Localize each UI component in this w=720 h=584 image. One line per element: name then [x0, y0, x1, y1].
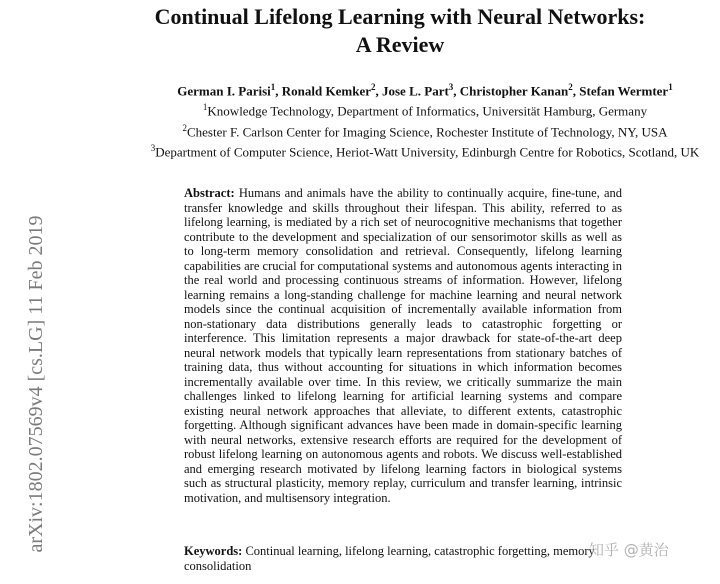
- affiliation-number: 3: [150, 142, 156, 153]
- affiliation-3: [0, 140, 720, 160]
- paper-title: [0, 3, 720, 59]
- title-line-2: A Review: [355, 32, 445, 57]
- affiliation-number: 2: [182, 122, 187, 133]
- abstract-label: Abstract:: [184, 186, 235, 200]
- affiliation-number: 1: [202, 102, 208, 113]
- author-affiliation-mark: 2: [371, 82, 376, 92]
- abstract: [184, 186, 622, 505]
- affiliation-text: Knowledge Technology, Department of Informatics, Universität Hamburg, Germany: [207, 103, 648, 119]
- author-affiliation-mark: 3: [448, 82, 454, 92]
- abstract-text: Humans and animals have the ability to continually acquire, fine-tune, and transfer knowledge and skills throughout their lifespan. This ability, referred to as lifelong learning, is mediated by a rich set of neurocognitive mechanisms that together contribute to the development and specialization of our sensorimotor skills as well as to long-term memory consolidation and retrieval. Consequently, lifelong learning capabilities are crucial for computational systems and autonomous agents interacting in the real world and processing continuous streams of information. However, lifelong learning remains a long-standing challenge for machine learning and neural network models since the continual acquisition of incrementally available information from non-stationary data distributions generally leads to catastrophic forgetting or interference. This limitation represents a major drawback for state-of-the-art deep neural network models that typically learn representations from stationary batches of training data, thus without accounting for situations in which information becomes incrementally available over time. In this review, we critically summarize the main challenges linked to lifelong learning for artificial learning systems and compare existing neural network approaches that alleviate, to different extents, catastrophic forgetting. Although significant advances have been made in domain-specific learning with neural networks, extensive research efforts are required for the development of robust lifelong learning on autonomous agents and robots. We discuss well-established and emerging research motivated by lifelong learning factors in biological systems such as structural plasticity, memory replay, curriculum and transfer learning, intrinsic motivation, and multisensory integration.: [184, 186, 623, 505]
- author-name: German I. Parisi: [177, 83, 271, 99]
- author-name: Christopher Kanan: [459, 83, 569, 99]
- author-affiliation-mark: 1: [270, 82, 276, 92]
- author-affiliation-mark: 1: [668, 82, 673, 92]
- watermark: 知乎 @黄治: [589, 541, 669, 559]
- author-block: [0, 79, 720, 160]
- keywords-text: Continual learning, lifelong learning, catastrophic forgetting, memory consolidation: [184, 544, 595, 573]
- keywords: [184, 544, 622, 573]
- author-name: Jose L. Part: [382, 83, 449, 99]
- author-affiliation-mark: 2: [568, 82, 573, 92]
- affiliation-2: [0, 120, 720, 140]
- affiliation-text: Department of Computer Science, Heriot-Watt University, Edinburgh Centre for Robotics, Scotland, UK: [155, 144, 700, 160]
- author-name: Ronald Kemker: [281, 83, 371, 99]
- title-line-1: Continual Lifelong Learning with Neural Networks:: [154, 4, 646, 29]
- arxiv-identifier: arXiv:1802.07569v4 [cs.LG] 11 Feb 2019: [25, 215, 47, 553]
- author-name: Stefan Wermter: [579, 83, 669, 99]
- keywords-label: Keywords:: [184, 544, 243, 558]
- affiliation-text: Chester F. Carlson Center for Imaging Science, Rochester Institute of Technology, NY, USA: [186, 123, 668, 139]
- affiliation-1: [0, 99, 720, 119]
- author-list: German I. Parisi$^1$, Ronald Kemker$^2$, Jose L. Part$^3$, Christopher Kanan$^2$, Stefan Wermter$^1$: [177, 82, 673, 99]
